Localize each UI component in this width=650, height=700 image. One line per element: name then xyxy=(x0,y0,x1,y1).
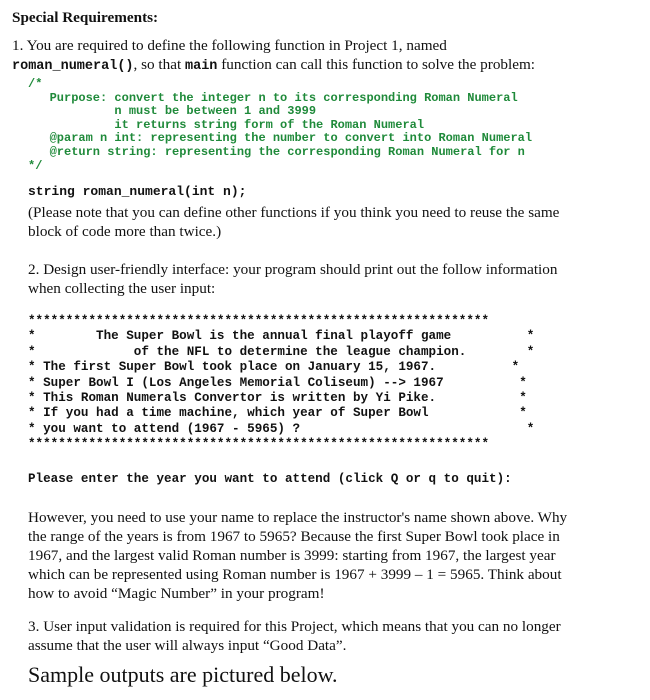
explanation-paragraph xyxy=(28,508,633,603)
comment-line: n must be between 1 and 3999 xyxy=(28,104,317,119)
req1-function-name: roman_numeral() xyxy=(12,59,134,74)
comment-line: it returns string form of the Roman Numeral xyxy=(28,117,425,132)
banner-line: ************************************************************* xyxy=(28,437,490,452)
explanation-line: which can be represented using Roman number is 1967 + 3999 – 1 = 5965. Think about xyxy=(28,566,562,583)
req1-text-2: , so that xyxy=(133,56,185,73)
banner-line: * of the NFL to determine the league champion. * xyxy=(28,344,535,359)
req2-line: 2. Design user-friendly interface: your program should print out the follow information xyxy=(28,261,558,278)
banner-line: * If you had a time machine, which year of Super Bowl * xyxy=(28,406,527,421)
banner-line: * you want to attend (1967 - 5965) ? * xyxy=(28,421,535,436)
input-prompt: Please enter the year you want to attend (click Q or q to quit): xyxy=(28,472,512,486)
req2-line: when collecting the user input: xyxy=(28,280,216,297)
comment-block xyxy=(28,78,532,173)
requirement-3 xyxy=(28,617,633,655)
note-paragraph xyxy=(28,203,633,241)
banner-line: * Super Bowl I (Los Angeles Memorial Coliseum) --> 1967 * xyxy=(28,375,527,390)
requirement-1 xyxy=(12,36,632,76)
banner-line: * This Roman Numerals Convertor is written by Yi Pike. * xyxy=(28,391,527,406)
requirement-2 xyxy=(28,260,633,298)
banner-line: * The first Super Bowl took place on January 15, 1967. * xyxy=(28,360,520,375)
req1-text-3: function can call this function to solve the problem: xyxy=(217,56,536,73)
comment-line: Purpose: convert the integer n to its corresponding Roman Numeral xyxy=(28,90,518,105)
explanation-line: how to avoid “Magic Number” in your program! xyxy=(28,585,325,602)
req1-text-1: 1. You are required to define the following function in Project 1, named xyxy=(12,37,447,54)
explanation-line: the range of the years is from 1967 to 5965? Because the first Super Bowl took place in xyxy=(28,528,560,545)
section-heading: Special Requirements: xyxy=(12,9,159,26)
req3-line: assume that the user will always input “Good Data”. xyxy=(28,637,347,654)
console-banner xyxy=(28,314,534,453)
comment-line: @return string: representing the corresponding Roman Numeral for n xyxy=(28,144,525,159)
comment-line: /* xyxy=(28,77,43,91)
explanation-line: However, you need to use your name to replace the instructor's name shown above. Why xyxy=(28,509,568,526)
req3-line: 3. User input validation is required for this Project, which means that you can no longer xyxy=(28,618,561,635)
comment-line: @param n int: representing the number to convert into Roman Numeral xyxy=(28,131,533,146)
sample-outputs-caption: Sample outputs are pictured below. xyxy=(28,662,338,687)
comment-line: */ xyxy=(28,158,43,173)
banner-line: ************************************************************* xyxy=(28,314,490,328)
note-line: (Please note that you can define other functions if you think you need to reuse the same xyxy=(28,204,560,221)
note-line: block of code more than twice.) xyxy=(28,223,222,240)
req1-main-name: main xyxy=(185,59,218,74)
explanation-line: 1967, and the largest valid Roman number is 3999: starting from 1967, the largest year xyxy=(28,547,556,564)
function-signature: string roman_numeral(int n); xyxy=(28,184,247,199)
banner-line: * The Super Bowl is the annual final playoff game * xyxy=(28,329,535,344)
